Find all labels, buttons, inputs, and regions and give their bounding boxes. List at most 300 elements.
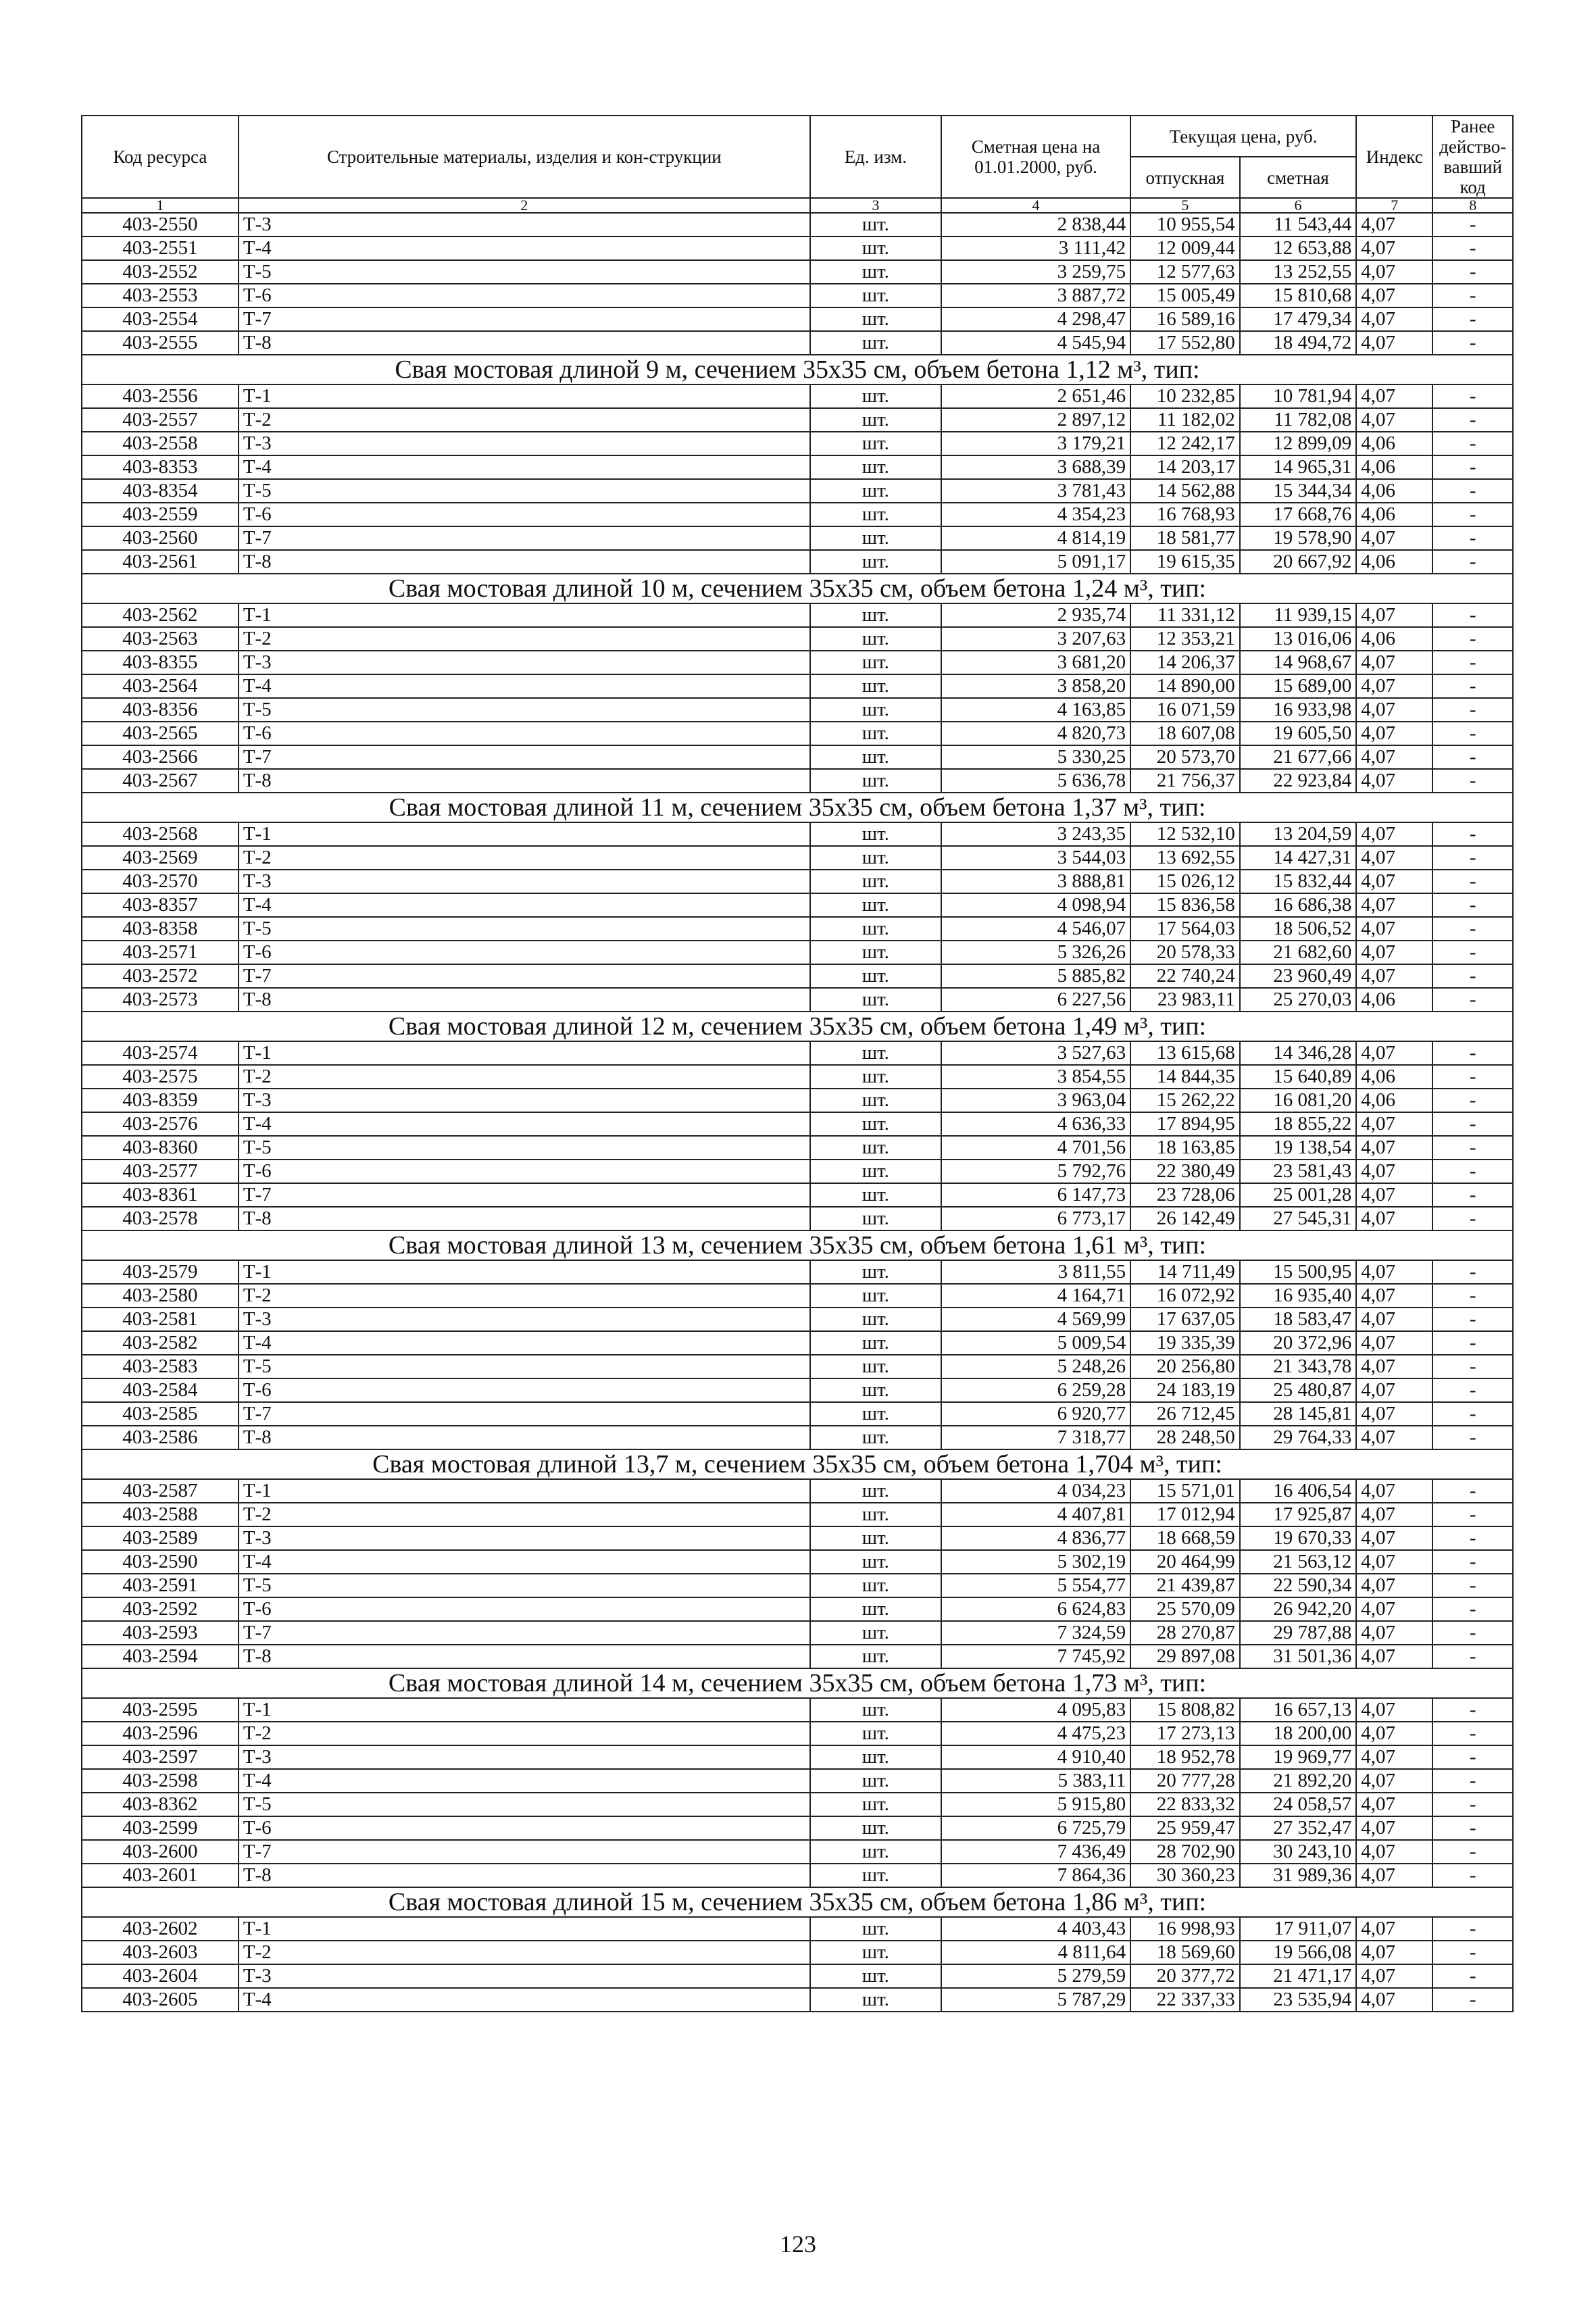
price-index: 4,07 [1356, 1207, 1432, 1230]
estimate-price: 30 243,10 [1240, 1840, 1356, 1864]
previous-code: - [1432, 1089, 1513, 1112]
material-type: Т-3 [239, 1308, 810, 1331]
unit: шт. [810, 503, 941, 526]
previous-code: - [1432, 627, 1513, 651]
previous-code: - [1432, 237, 1513, 260]
estimate-price: 15 810,68 [1240, 284, 1356, 307]
price-index: 4,07 [1356, 1479, 1432, 1503]
unit: шт. [810, 1183, 941, 1207]
material-type: Т-2 [239, 1284, 810, 1308]
previous-code: - [1432, 479, 1513, 503]
estimate-price: 14 346,28 [1240, 1041, 1356, 1065]
header-estimate-price: сметная [1240, 157, 1356, 198]
unit: шт. [810, 1112, 941, 1136]
estimate-price: 22 923,84 [1240, 769, 1356, 793]
unit: шт. [810, 674, 941, 698]
estimate-price: 19 138,54 [1240, 1136, 1356, 1160]
release-price: 15 836,58 [1130, 893, 1240, 917]
unit: шт. [810, 988, 941, 1012]
previous-code: - [1432, 1041, 1513, 1065]
estimate-price-2000: 4 164,71 [941, 1284, 1130, 1308]
previous-code: - [1432, 1260, 1513, 1284]
price-table [81, 115, 1514, 2012]
resource-code: 403-2604 [82, 1964, 239, 1988]
estimate-price-2000: 7 318,77 [941, 1426, 1130, 1449]
estimate-price: 23 581,43 [1240, 1160, 1356, 1183]
material-type: Т-3 [239, 1089, 810, 1112]
previous-code: - [1432, 1426, 1513, 1449]
material-type: Т-6 [239, 1597, 810, 1621]
unit: шт. [810, 722, 941, 745]
table-row [82, 1550, 1513, 1574]
release-price: 22 337,33 [1130, 1988, 1240, 2012]
unit: шт. [810, 1941, 941, 1964]
material-type: Т-2 [239, 1503, 810, 1526]
previous-code: - [1432, 1816, 1513, 1840]
price-index: 4,06 [1356, 432, 1432, 455]
table-row [82, 1769, 1513, 1793]
estimate-price: 14 968,67 [1240, 651, 1356, 674]
material-type: Т-4 [239, 1988, 810, 2012]
table-row [82, 331, 1513, 355]
column-number: 7 [1356, 198, 1432, 213]
header-column-numbers [82, 198, 1513, 213]
previous-code: - [1432, 550, 1513, 574]
material-type: Т-7 [239, 307, 810, 331]
material-type: Т-3 [239, 1745, 810, 1769]
price-index: 4,07 [1356, 331, 1432, 355]
resource-code: 403-2600 [82, 1840, 239, 1864]
table-row [82, 1503, 1513, 1526]
price-index: 4,07 [1356, 1308, 1432, 1331]
price-index: 4,06 [1356, 503, 1432, 526]
estimate-price-2000: 4 475,23 [941, 1722, 1130, 1745]
price-index: 4,07 [1356, 698, 1432, 722]
unit: шт. [810, 408, 941, 432]
price-index: 4,07 [1356, 1331, 1432, 1355]
material-type: Т-7 [239, 1402, 810, 1426]
unit: шт. [810, 627, 941, 651]
resource-code: 403-2551 [82, 237, 239, 260]
resource-code: 403-2586 [82, 1426, 239, 1449]
price-index: 4,07 [1356, 1793, 1432, 1816]
unit: шт. [810, 213, 941, 237]
material-type: Т-2 [239, 408, 810, 432]
unit: шт. [810, 1284, 941, 1308]
estimate-price-2000: 5 279,59 [941, 1964, 1130, 1988]
estimate-price: 15 344,34 [1240, 479, 1356, 503]
estimate-price-2000: 4 836,77 [941, 1526, 1130, 1550]
estimate-price: 13 252,55 [1240, 260, 1356, 284]
price-index: 4,06 [1356, 1089, 1432, 1112]
release-price: 13 615,68 [1130, 1041, 1240, 1065]
resource-code: 403-2571 [82, 941, 239, 964]
estimate-price-2000: 3 544,03 [941, 846, 1130, 870]
price-index: 4,07 [1356, 1769, 1432, 1793]
resource-code: 403-2578 [82, 1207, 239, 1230]
estimate-price-2000: 3 858,20 [941, 674, 1130, 698]
release-price: 16 589,16 [1130, 307, 1240, 331]
material-type: Т-3 [239, 651, 810, 674]
estimate-price: 27 352,47 [1240, 1816, 1356, 1840]
resource-code: 403-8353 [82, 455, 239, 479]
table-row [82, 550, 1513, 574]
unit: шт. [810, 1426, 941, 1449]
material-type: Т-8 [239, 331, 810, 355]
table-row [82, 503, 1513, 526]
previous-code: - [1432, 260, 1513, 284]
release-price: 26 712,45 [1130, 1402, 1240, 1426]
estimate-price-2000: 5 885,82 [941, 964, 1130, 988]
table-row [82, 1378, 1513, 1402]
release-price: 20 777,28 [1130, 1769, 1240, 1793]
unit: шт. [810, 1816, 941, 1840]
estimate-price: 17 925,87 [1240, 1503, 1356, 1526]
price-index: 4,07 [1356, 1597, 1432, 1621]
resource-code: 403-2561 [82, 550, 239, 574]
previous-code: - [1432, 1793, 1513, 1816]
estimate-price-2000: 5 915,80 [941, 1793, 1130, 1816]
resource-code: 403-2562 [82, 603, 239, 627]
resource-code: 403-8355 [82, 651, 239, 674]
release-price: 19 335,39 [1130, 1331, 1240, 1355]
estimate-price: 17 479,34 [1240, 307, 1356, 331]
previous-code: - [1432, 1698, 1513, 1722]
resource-code: 403-2557 [82, 408, 239, 432]
section-heading-row [82, 1887, 1513, 1917]
previous-code: - [1432, 698, 1513, 722]
resource-code: 403-2605 [82, 1988, 239, 2012]
unit: шт. [810, 1065, 941, 1089]
release-price: 15 571,01 [1130, 1479, 1240, 1503]
previous-code: - [1432, 1988, 1513, 2012]
price-index: 4,07 [1356, 722, 1432, 745]
price-index: 4,07 [1356, 1864, 1432, 1887]
unit: шт. [810, 745, 941, 769]
material-type: Т-5 [239, 1574, 810, 1597]
price-index: 4,07 [1356, 1722, 1432, 1745]
table-row [82, 1402, 1513, 1426]
table-row [82, 1041, 1513, 1065]
release-price: 18 952,78 [1130, 1745, 1240, 1769]
release-price: 12 532,10 [1130, 822, 1240, 846]
table-row [82, 1941, 1513, 1964]
section-title: Свая мостовая длиной 13,7 м, сечением 35x35 см, объем бетона 1,704 м³, тип: [82, 1449, 1513, 1479]
unit: шт. [810, 307, 941, 331]
material-type: Т-8 [239, 1645, 810, 1668]
estimate-price-2000: 6 259,28 [941, 1378, 1130, 1402]
unit: шт. [810, 1698, 941, 1722]
previous-code: - [1432, 846, 1513, 870]
release-price: 25 959,47 [1130, 1816, 1240, 1840]
table-row [82, 479, 1513, 503]
estimate-price: 16 935,40 [1240, 1284, 1356, 1308]
release-price: 28 270,87 [1130, 1621, 1240, 1645]
table-row [82, 722, 1513, 745]
resource-code: 403-2567 [82, 769, 239, 793]
unit: шт. [810, 1526, 941, 1550]
previous-code: - [1432, 1355, 1513, 1378]
estimate-price: 24 058,57 [1240, 1793, 1356, 1816]
price-index: 4,07 [1356, 1041, 1432, 1065]
material-type: Т-8 [239, 1426, 810, 1449]
estimate-price-2000: 6 147,73 [941, 1183, 1130, 1207]
table-row [82, 698, 1513, 722]
previous-code: - [1432, 1864, 1513, 1887]
estimate-price: 10 781,94 [1240, 384, 1356, 408]
estimate-price-2000: 4 569,99 [941, 1308, 1130, 1331]
unit: шт. [810, 1597, 941, 1621]
unit: шт. [810, 1574, 941, 1597]
table-row [82, 1597, 1513, 1621]
release-price: 18 668,59 [1130, 1526, 1240, 1550]
column-number: 6 [1240, 198, 1356, 213]
unit: шт. [810, 1308, 941, 1331]
section-title: Свая мостовая длиной 11 м, сечением 35x35 см, объем бетона 1,37 м³, тип: [82, 793, 1513, 822]
estimate-price: 22 590,34 [1240, 1574, 1356, 1597]
price-index: 4,07 [1356, 1988, 1432, 2012]
material-type: Т-8 [239, 1864, 810, 1887]
table-row [82, 1207, 1513, 1230]
estimate-price-2000: 5 383,11 [941, 1769, 1130, 1793]
previous-code: - [1432, 722, 1513, 745]
resource-code: 403-2596 [82, 1722, 239, 1745]
release-price: 10 232,85 [1130, 384, 1240, 408]
estimate-price-2000: 6 624,83 [941, 1597, 1130, 1621]
table-row [82, 1840, 1513, 1864]
material-type: Т-7 [239, 1183, 810, 1207]
price-index: 4,07 [1356, 1816, 1432, 1840]
price-index: 4,07 [1356, 1574, 1432, 1597]
estimate-price-2000: 3 179,21 [941, 432, 1130, 455]
estimate-price-2000: 4 407,81 [941, 1503, 1130, 1526]
price-index: 4,07 [1356, 1503, 1432, 1526]
previous-code: - [1432, 526, 1513, 550]
estimate-price: 16 933,98 [1240, 698, 1356, 722]
price-index: 4,07 [1356, 213, 1432, 237]
table-row [82, 870, 1513, 893]
material-type: Т-4 [239, 1112, 810, 1136]
previous-code: - [1432, 384, 1513, 408]
estimate-price: 21 682,60 [1240, 941, 1356, 964]
release-price: 28 248,50 [1130, 1426, 1240, 1449]
material-type: Т-4 [239, 237, 810, 260]
previous-code: - [1432, 941, 1513, 964]
estimate-price: 15 689,00 [1240, 674, 1356, 698]
material-type: Т-5 [239, 1793, 810, 1816]
material-type: Т-7 [239, 526, 810, 550]
previous-code: - [1432, 1621, 1513, 1645]
resource-code: 403-2602 [82, 1917, 239, 1941]
price-index: 4,07 [1356, 846, 1432, 870]
price-index: 4,07 [1356, 769, 1432, 793]
material-type: Т-3 [239, 870, 810, 893]
release-price: 20 256,80 [1130, 1355, 1240, 1378]
estimate-price: 21 563,12 [1240, 1550, 1356, 1574]
release-price: 16 071,59 [1130, 698, 1240, 722]
estimate-price: 16 406,54 [1240, 1479, 1356, 1503]
material-type: Т-1 [239, 1698, 810, 1722]
table-row [82, 260, 1513, 284]
resource-code: 403-8357 [82, 893, 239, 917]
previous-code: - [1432, 408, 1513, 432]
material-type: Т-8 [239, 550, 810, 574]
material-type: Т-6 [239, 503, 810, 526]
estimate-price: 13 016,06 [1240, 627, 1356, 651]
release-price: 14 562,88 [1130, 479, 1240, 503]
price-index: 4,07 [1356, 237, 1432, 260]
price-index: 4,07 [1356, 1183, 1432, 1207]
previous-code: - [1432, 1941, 1513, 1964]
resource-code: 403-2585 [82, 1402, 239, 1426]
material-type: Т-2 [239, 846, 810, 870]
section-title: Свая мостовая длиной 14 м, сечением 35x35 см, объем бетона 1,73 м³, тип: [82, 1668, 1513, 1698]
estimate-price-2000: 4 034,23 [941, 1479, 1130, 1503]
material-type: Т-5 [239, 698, 810, 722]
column-number: 5 [1130, 198, 1240, 213]
price-index: 4,07 [1356, 1284, 1432, 1308]
estimate-price-2000: 3 781,43 [941, 479, 1130, 503]
section-heading-row [82, 1449, 1513, 1479]
material-type: Т-2 [239, 1065, 810, 1089]
resource-code: 403-2577 [82, 1160, 239, 1183]
resource-code: 403-2603 [82, 1941, 239, 1964]
estimate-price-2000: 5 009,54 [941, 1331, 1130, 1355]
price-index: 4,07 [1356, 1645, 1432, 1668]
unit: шт. [810, 479, 941, 503]
release-price: 20 377,72 [1130, 1964, 1240, 1988]
estimate-price-2000: 5 330,25 [941, 745, 1130, 769]
release-price: 22 740,24 [1130, 964, 1240, 988]
unit: шт. [810, 1769, 941, 1793]
estimate-price-2000: 3 207,63 [941, 627, 1130, 651]
resource-code: 403-2599 [82, 1816, 239, 1840]
unit: шт. [810, 1378, 941, 1402]
estimate-price-2000: 6 773,17 [941, 1207, 1130, 1230]
release-price: 15 808,82 [1130, 1698, 1240, 1722]
estimate-price: 11 939,15 [1240, 603, 1356, 627]
resource-code: 403-2558 [82, 432, 239, 455]
estimate-price: 13 204,59 [1240, 822, 1356, 846]
release-price: 12 353,21 [1130, 627, 1240, 651]
section-title: Свая мостовая длиной 12 м, сечением 35x35 см, объем бетона 1,49 м³, тип: [82, 1012, 1513, 1041]
price-index: 4,07 [1356, 870, 1432, 893]
release-price: 16 768,93 [1130, 503, 1240, 526]
price-table-sheet [81, 115, 1514, 2012]
price-index: 4,07 [1356, 1964, 1432, 1988]
material-type: Т-8 [239, 1207, 810, 1230]
release-price: 18 569,60 [1130, 1941, 1240, 1964]
table-row [82, 1479, 1513, 1503]
estimate-price: 19 605,50 [1240, 722, 1356, 745]
estimate-price-2000: 4 546,07 [941, 917, 1130, 941]
release-price: 14 206,37 [1130, 651, 1240, 674]
section-title: Свая мостовая длиной 10 м, сечением 35x35 см, объем бетона 1,24 м³, тип: [82, 574, 1513, 603]
table-row [82, 1089, 1513, 1112]
estimate-price: 19 578,90 [1240, 526, 1356, 550]
material-type: Т-8 [239, 769, 810, 793]
previous-code: - [1432, 1112, 1513, 1136]
estimate-price-2000: 3 811,55 [941, 1260, 1130, 1284]
estimate-price: 23 535,94 [1240, 1988, 1356, 2012]
release-price: 15 026,12 [1130, 870, 1240, 893]
previous-code: - [1432, 432, 1513, 455]
unit: шт. [810, 455, 941, 479]
release-price: 18 581,77 [1130, 526, 1240, 550]
unit: шт. [810, 1160, 941, 1183]
resource-code: 403-2579 [82, 1260, 239, 1284]
estimate-price: 25 001,28 [1240, 1183, 1356, 1207]
estimate-price-2000: 5 636,78 [941, 769, 1130, 793]
table-row [82, 627, 1513, 651]
unit: шт. [810, 1793, 941, 1816]
estimate-price-2000: 6 920,77 [941, 1402, 1130, 1426]
previous-code: - [1432, 307, 1513, 331]
release-price: 19 615,35 [1130, 550, 1240, 574]
resource-code: 403-2591 [82, 1574, 239, 1597]
table-row [82, 1917, 1513, 1941]
section-heading-row [82, 793, 1513, 822]
material-type: Т-1 [239, 1041, 810, 1065]
estimate-price: 28 145,81 [1240, 1402, 1356, 1426]
previous-code: - [1432, 1331, 1513, 1355]
estimate-price: 21 677,66 [1240, 745, 1356, 769]
release-price: 22 380,49 [1130, 1160, 1240, 1183]
section-heading-row [82, 1668, 1513, 1698]
resource-code: 403-8358 [82, 917, 239, 941]
resource-code: 403-2580 [82, 1284, 239, 1308]
header-prev-code: Ранее действо-вавший код [1432, 116, 1513, 198]
release-price: 28 702,90 [1130, 1840, 1240, 1864]
unit: шт. [810, 822, 941, 846]
previous-code: - [1432, 893, 1513, 917]
estimate-price-2000: 4 814,19 [941, 526, 1130, 550]
estimate-price-2000: 7 745,92 [941, 1645, 1130, 1668]
release-price: 29 897,08 [1130, 1645, 1240, 1668]
estimate-price: 14 965,31 [1240, 455, 1356, 479]
resource-code: 403-2588 [82, 1503, 239, 1526]
release-price: 17 894,95 [1130, 1112, 1240, 1136]
table-row [82, 1621, 1513, 1645]
table-row [82, 1065, 1513, 1089]
unit: шт. [810, 941, 941, 964]
material-type: Т-3 [239, 432, 810, 455]
unit: шт. [810, 237, 941, 260]
table-row [82, 846, 1513, 870]
material-type: Т-1 [239, 1479, 810, 1503]
estimate-price: 21 892,20 [1240, 1769, 1356, 1793]
unit: шт. [810, 1840, 941, 1864]
resource-code: 403-2594 [82, 1645, 239, 1668]
release-price: 21 439,87 [1130, 1574, 1240, 1597]
release-price: 18 163,85 [1130, 1136, 1240, 1160]
release-price: 23 728,06 [1130, 1183, 1240, 1207]
header-release-price: отпускная [1130, 157, 1240, 198]
table-row [82, 213, 1513, 237]
unit: шт. [810, 260, 941, 284]
header-code: Код ресурса [82, 116, 239, 198]
estimate-price: 18 855,22 [1240, 1112, 1356, 1136]
table-row [82, 941, 1513, 964]
material-type: Т-2 [239, 1722, 810, 1745]
unit: шт. [810, 769, 941, 793]
price-index: 4,07 [1356, 1840, 1432, 1864]
table-row [82, 307, 1513, 331]
estimate-price: 12 899,09 [1240, 432, 1356, 455]
table-row [82, 964, 1513, 988]
estimate-price: 16 081,20 [1240, 1089, 1356, 1112]
table-row [82, 1260, 1513, 1284]
